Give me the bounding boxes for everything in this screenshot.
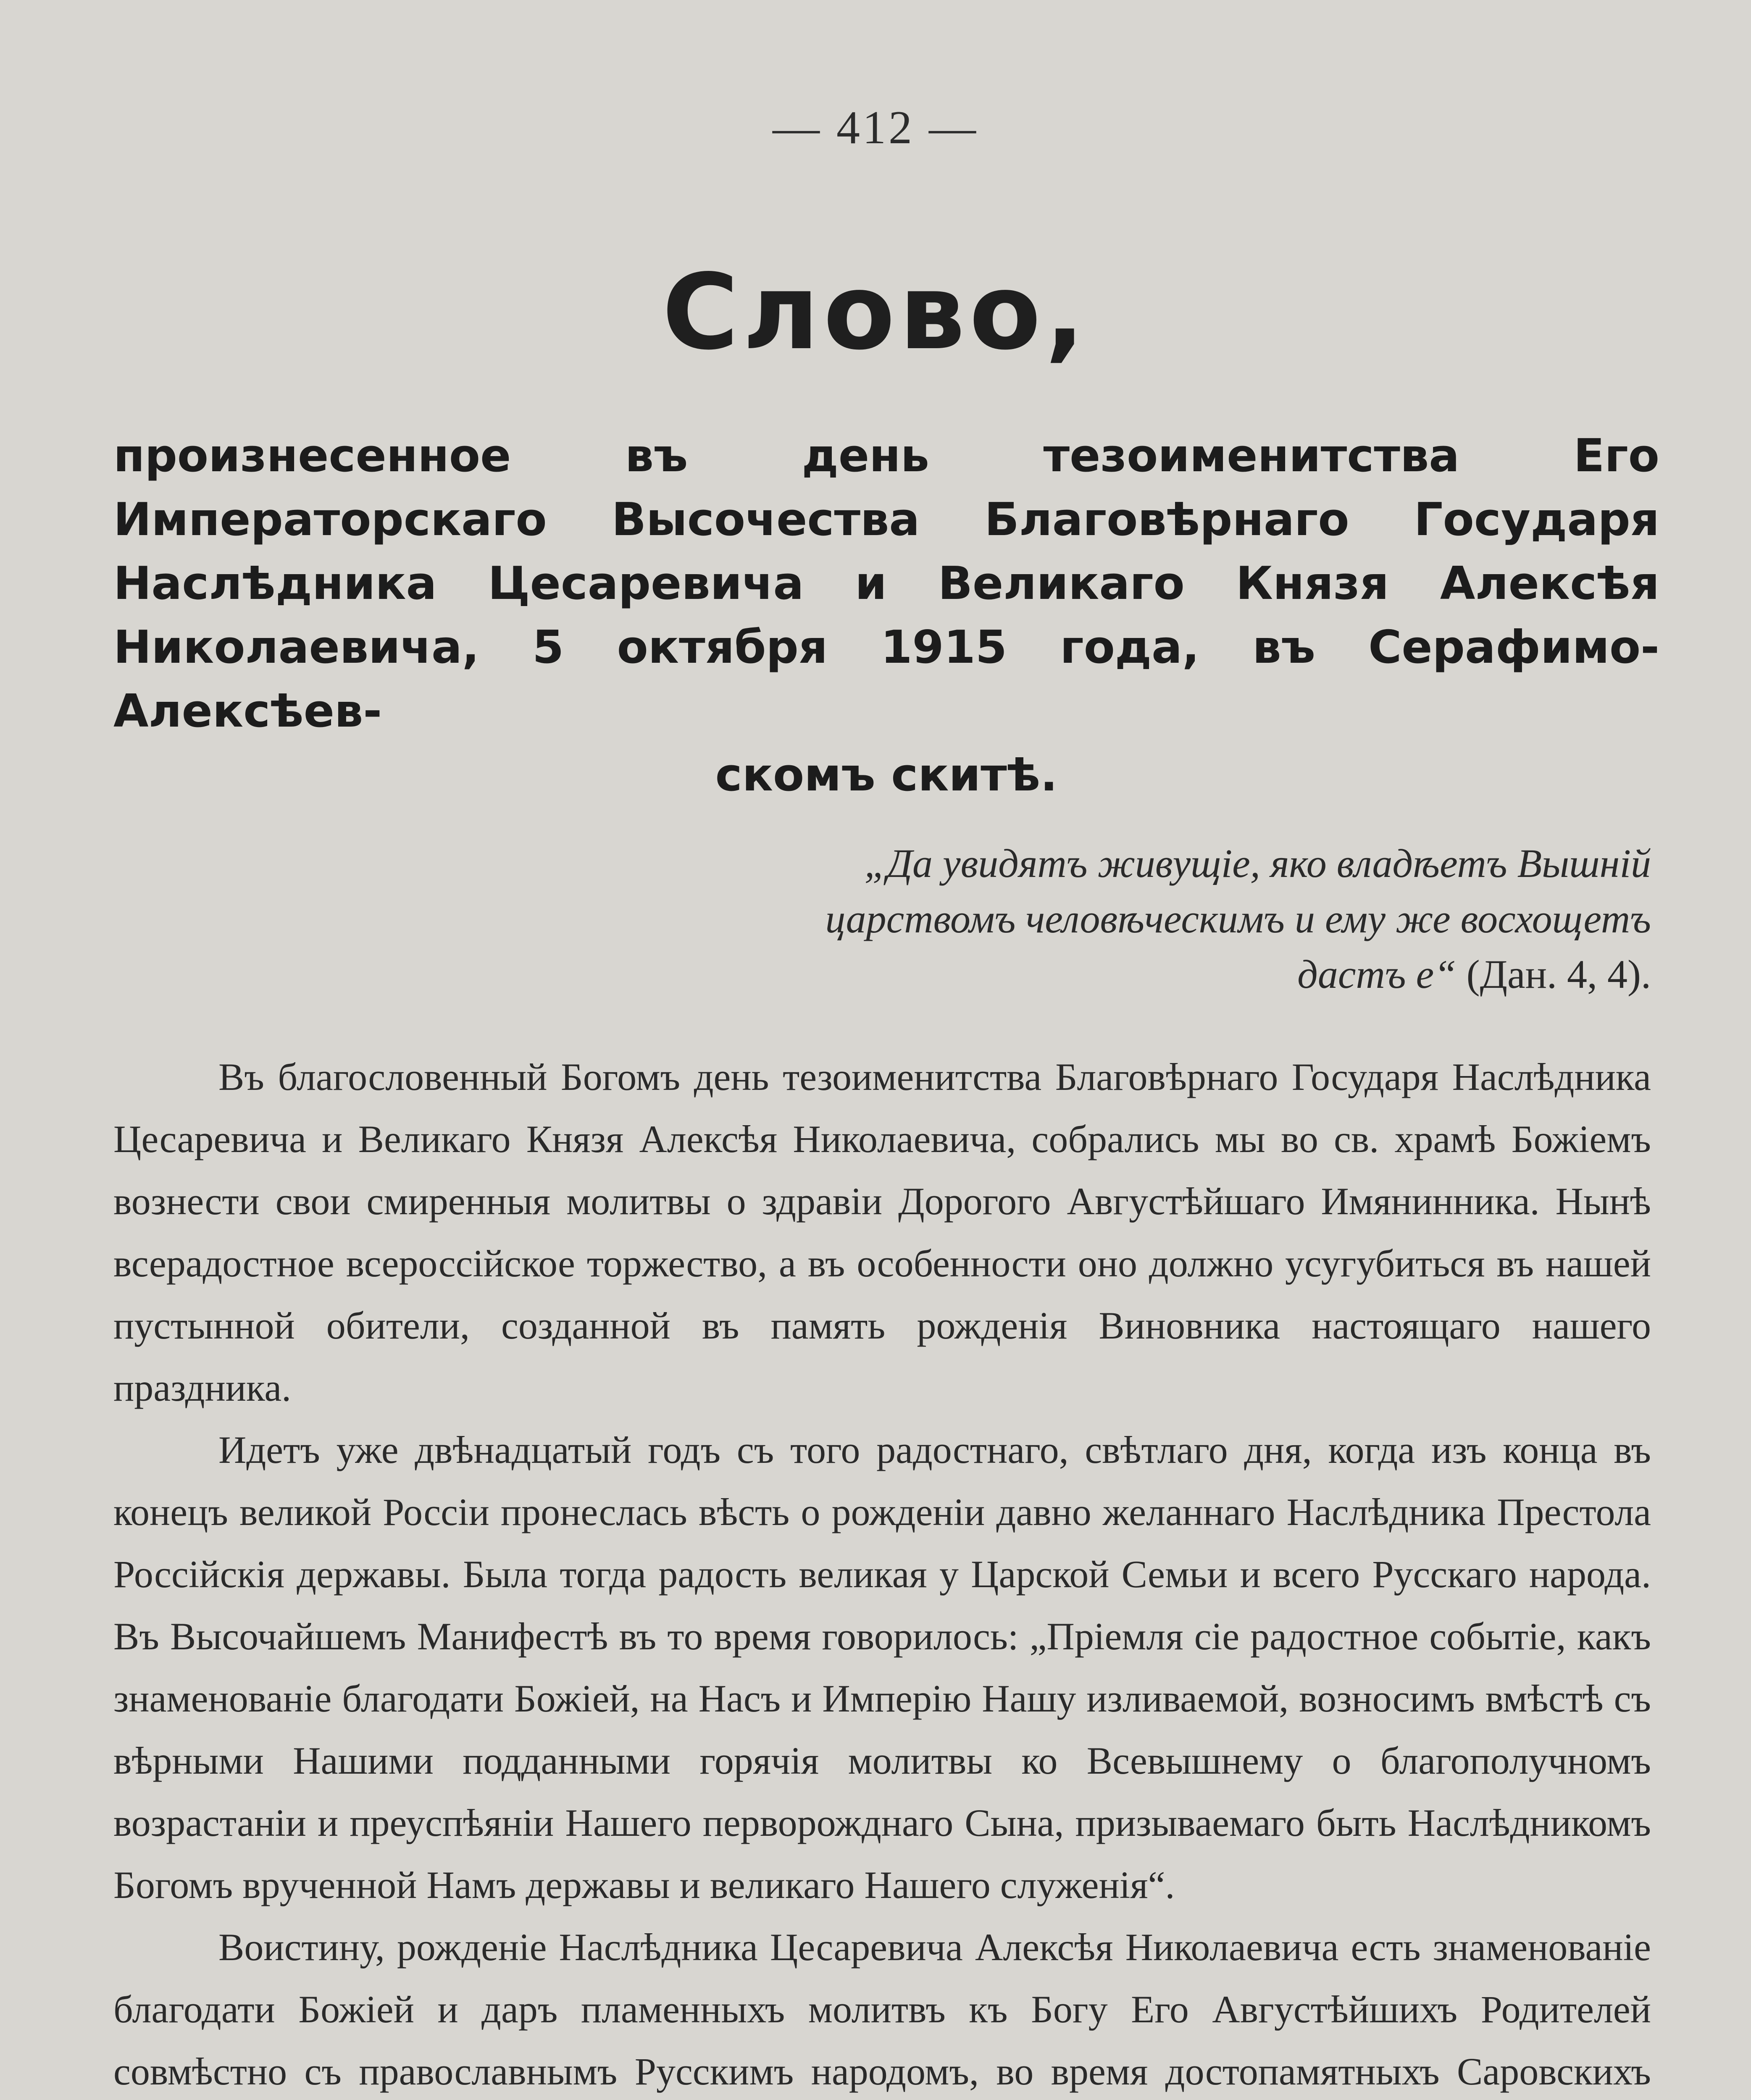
sermon-subtitle [113,424,1659,807]
epigraph-reference: (Дан. 4, 4). [1466,952,1651,997]
epigraph [756,836,1651,1002]
body-text [113,1046,1651,2100]
paragraph: Идетъ уже двѣнадцатый годъ съ того радостнаго, свѣтлаго дня, когда изъ конца въ конецъ великой Россіи пронеслась вѣсть о рожденіи давно желаннаго Наслѣдника Престола Россійскія державы. Была тогда радость великая у Царской Семьи и всего Русскаго народа. Въ Высочайшемъ Манифестѣ въ то время говорилось: „Пріемля сіе радостное событіе, какъ знаменованіе благодати Божіей, на Насъ и Имперію Нашу изливаемой, возносимъ вмѣстѣ съ вѣрными Нашими подданными горячія молитвы ко Всевышнему о благополучномъ возрастаніи и преуспѣяніи Нашего перворожднаго Сына, призываемаго быть Наслѣдникомъ Богомъ врученной Намъ державы и великаго Нашего служенія“. [113,1428,1651,1906]
page-number: — 412 — [773,102,978,154]
epigraph-quote: „Да увидятъ живущіе, яко владѣетъ Вышній царствомъ человѣческимъ и ему же восхощетъ дастъ е“ [825,841,1651,997]
subtitle-last-line: скомъ скитѣ. [715,749,1058,801]
subtitle-text: произнесенное въ день тезоименитства Его Императорскаго Высочества Благовѣрнаго Государя Наслѣдника Цесаревича и Великаго Князя Алексѣя Николаевича, 5 октября 1915 года, въ Серафимо-Алексѣев- [113,430,1659,738]
paragraph: Въ благословенный Богомъ день тезоименитства Благовѣрнаго Государя Наслѣдника Цесаревича и Великаго Князя Алексѣя Николаевича, собрались мы во св. храмѣ Божіемъ вознести свои смиренныя молитвы о здравіи Дорогого Августѣйшаго Имянинника. Нынѣ всерадостное всероссійское торжество, а въ особенности оно должно усугубиться въ нашей пустынной обители, созданной въ память рожденія Виновника настоящаго нашего праздника. [113,1055,1651,1409]
sermon-title: Слово, [662,252,1089,373]
paragraph: Воистину, рожденіе Наслѣдника Цесаревича Алексѣя Николаевича есть знаменованіе благодати Божіей и даръ пламенныхъ молитвъ къ Богу Его Августѣйшихъ Родителей совмѣстно съ православнымъ Русскимъ народомъ, во время достопамятныхъ Саровскихъ [113,1926,1651,2093]
